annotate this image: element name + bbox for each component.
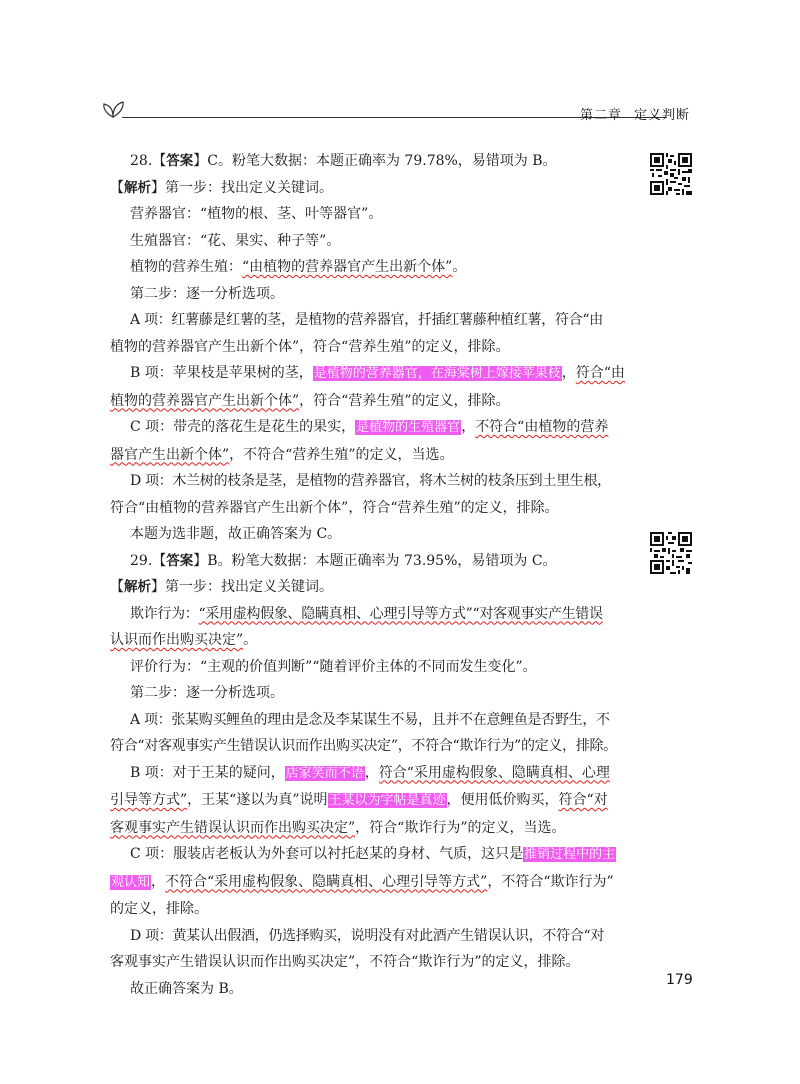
q29-definition-evaluation: 评价行为：“主观的价值判断”“随着评价主体的不同而发生变化”。	[130, 658, 537, 675]
qr-code-icon	[650, 153, 692, 195]
highlight: 推销过程中的主	[524, 847, 616, 862]
answer-content	[110, 148, 625, 1002]
q29-step-two: 第二步：逐一分析选项。	[130, 685, 284, 701]
q29-analysis-line: 【解析】第一步：找出定义关键词。	[110, 579, 333, 595]
chapter-number: 第二章	[579, 108, 622, 123]
q29-option-b: B 项：对于王某的疑问，店家笑而不语，符合“采用虚构假象、隐瞒真相、心理	[130, 764, 610, 781]
q29-option-a-cont: 符合“对客观事实产生错误认识而作出购买决定”，不符合“欺诈行为”的定义，排除。	[110, 738, 617, 754]
q28-option-c-cont: 器官产生出新个体”，不符合“营养生殖”的定义，当选。	[110, 446, 454, 463]
page-number: 179	[666, 972, 693, 988]
q28-option-a-cont: 植物的营养器官产生出新个体”，符合“营养生殖”的定义，排除。	[110, 338, 510, 355]
highlight: 是植物的营养器官，在海棠树上嫁接苹果枝	[313, 366, 561, 381]
q29-option-d: D 项：黄某认出假酒，仍选择购买，说明没有对此酒产生错误认识，不符合“对	[130, 927, 605, 944]
page-header	[100, 96, 700, 126]
q29-answer-line: 29.【答案】B。粉笔大数据：本题正确率为 73.95%，易错项为 C。	[130, 552, 557, 569]
q29-option-c-cont: 观认知，不符合“采用虚构假象、隐瞒真相、心理引导等方式”，不符合“欺诈行为”	[111, 873, 614, 890]
q29-option-b-cont2: 客观事实产生错误认识而作出购买决定”，符合“欺诈行为”的定义，当选。	[110, 819, 566, 836]
q28-step-two: 第二步：逐一分析选项。	[130, 285, 284, 302]
q29-option-a: A 项：张某购买鲤鱼的理由是念及李某谋生不易，且并不在意鲤鱼是否野生，不	[130, 711, 610, 728]
q28-analysis-line: 【解析】第一步：找出定义关键词。	[110, 179, 333, 196]
chapter-heading	[568, 104, 690, 123]
q29-option-c-cont2: 的定义，排除。	[110, 901, 208, 917]
q29-definition-fraud-cont: 认识而作出购买决定”。	[110, 632, 258, 648]
highlight: 王某以为字帖是真迹	[328, 793, 446, 808]
q29-option-d-cont: 客观事实产生错误认识而作出购买决定”，不符合“欺诈行为”的定义，排除。	[110, 954, 580, 970]
q28-definition-vegetative-reproduction: 植物的营养生殖：“由植物的营养器官产生出新个体”。	[130, 259, 467, 275]
highlight: 是植物的生殖器官	[356, 420, 461, 435]
q28-option-d: D 项：木兰树的枝条是茎，是植物的营养器官，将木兰树的枝条压到土里生根，	[130, 473, 611, 489]
q29-definition-fraud: 欺诈行为：“采用虚构假象、隐瞒真相、心理引导等方式”“对客观事实产生错误	[130, 605, 603, 622]
q28-option-d-cont: 符合“由植物的营养器官产生出新个体”，符合“营养生殖”的定义，排除。	[110, 499, 559, 516]
q28-conclusion: 本题为选非题，故正确答案为 C。	[130, 526, 342, 542]
q28-answer-line: 28.【答案】C。粉笔大数据：本题正确率为 79.78%，易错项为 B。	[130, 153, 557, 169]
qr-code-icon	[650, 532, 692, 574]
highlight: 店家笑而不语	[285, 765, 364, 781]
q28-definition-reproductive-organ: 生殖器官：“花、果实、种子等”。	[130, 232, 341, 249]
chapter-title: 定义判断	[633, 108, 690, 123]
q28-option-b: B 项：苹果枝是苹果树的茎，是植物的营养器官，在海棠树上嫁接苹果枝，符合“由	[130, 365, 625, 381]
q29-option-c: C 项：服装店老板认为外套可以衬托赵某的身材、气质，这只是推销过程中的主	[130, 846, 616, 862]
q28-definition-vegetative-organ: 营养器官：“植物的根、茎、叶等器官”。	[130, 206, 383, 222]
q28-option-b-cont: 植物的营养器官产生出新个体”，符合“营养生殖”的定义，排除。	[110, 392, 510, 409]
highlight: 观认知	[111, 874, 151, 890]
q28-option-c: C 项：带壳的落花生是花生的果实，是植物的生殖器官，不符合“由植物的营养	[130, 419, 609, 435]
q29-option-b-cont: 引导等方式”，王某“遂以为真”说明王某以为字帖是真迹，便用低价购买，符合“对	[110, 792, 608, 808]
q29-conclusion: 故正确答案为 B。	[130, 980, 243, 997]
q28-option-a: A 项：红薯藤是红薯的茎，是植物的营养器官，扦插红薯藤种植红薯，符合“由	[130, 312, 603, 328]
